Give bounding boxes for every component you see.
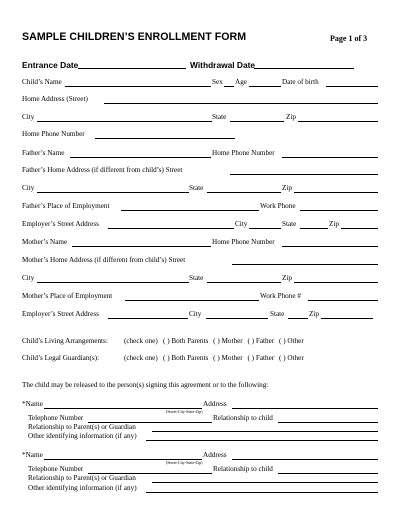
release1-rel-parent-label: Relationship to Parent(s) or Guardian xyxy=(28,423,136,431)
child-dob-field[interactable] xyxy=(326,86,378,87)
employer1-state-label: State xyxy=(282,220,297,228)
employer1-city-label: City xyxy=(235,220,248,228)
release1-other-field[interactable] xyxy=(146,440,378,441)
father-name-field[interactable] xyxy=(70,157,211,158)
father-zip-field[interactable] xyxy=(294,192,378,193)
mother-phone-label: Home Phone Number xyxy=(212,238,275,246)
father-city-label: City xyxy=(22,184,35,192)
guardian-option-father[interactable]: ( ) Father xyxy=(247,354,275,362)
employer1-state-field[interactable] xyxy=(300,228,328,229)
withdrawal-date-label: Withdrawal Date xyxy=(190,60,256,70)
child-name-label: Child’s Name xyxy=(22,78,62,86)
living-arrangements-label: Child’s Living Arrangements: xyxy=(22,337,108,345)
release1-relationship-label: Relationship to child xyxy=(213,414,273,422)
release2-relationship-label: Relationship to child xyxy=(213,465,273,473)
father-name-label: Father’s Name xyxy=(22,149,65,157)
employer2-city-label: City xyxy=(189,310,202,318)
living-options xyxy=(163,337,307,346)
release2-address-field[interactable] xyxy=(232,459,378,460)
child-sex-field[interactable] xyxy=(224,86,234,87)
mother-state-field[interactable] xyxy=(207,282,281,283)
employer2-street-label: Employer’s Street Address xyxy=(22,310,99,318)
employer2-city-field[interactable] xyxy=(206,318,268,319)
living-option-mother[interactable]: ( ) Mother xyxy=(213,337,243,345)
entrance-date-label: Entrance Date xyxy=(22,60,79,70)
mother-city-field[interactable] xyxy=(37,282,189,283)
release1-address-field[interactable] xyxy=(232,408,378,409)
release1-name-label: *Name xyxy=(22,400,43,408)
employer2-state-field[interactable] xyxy=(288,318,308,319)
release2-other-label: Other identifying information (if any) xyxy=(28,484,137,492)
mother-employment-label: Mother’s Place of Employment xyxy=(22,292,113,300)
release1-relationship-field[interactable] xyxy=(278,422,378,423)
guardian-option-other[interactable]: ( ) Other xyxy=(279,354,304,362)
release2-rel-parent-label: Relationship to Parent(s) or Guardian xyxy=(28,474,136,482)
employer2-zip-label: Zip xyxy=(309,310,319,318)
release2-name-label: *Name xyxy=(22,451,43,459)
release1-rel-parent-field[interactable] xyxy=(152,431,378,432)
release1-address-hint: (Street-City-State-Zip) xyxy=(166,409,203,414)
father-address-field[interactable] xyxy=(230,174,378,175)
mother-city-label: City xyxy=(22,274,35,282)
father-employment-label: Father’s Place of Employment xyxy=(22,202,110,210)
guardian-options xyxy=(163,354,307,363)
employer1-zip-label: Zip xyxy=(329,220,339,228)
father-state-label: State xyxy=(189,184,204,192)
guardian-check-one: (check one) xyxy=(124,354,158,362)
employer1-street-label: Employer’s Street Address xyxy=(22,220,99,228)
page-number: Page 1 of 3 xyxy=(330,34,368,43)
child-dob-label: Date of birth xyxy=(282,78,319,86)
release2-rel-parent-field[interactable] xyxy=(152,482,378,483)
child-address-field[interactable] xyxy=(104,103,378,104)
employer2-state-label: State xyxy=(270,310,285,318)
employer1-city-field[interactable] xyxy=(249,228,281,229)
release2-relationship-field[interactable] xyxy=(278,473,378,474)
release1-phone-label: Telephone Number xyxy=(28,414,84,422)
child-age-field[interactable] xyxy=(249,86,281,87)
child-city-field[interactable] xyxy=(37,121,212,122)
father-work-phone-label: Work Phone xyxy=(260,202,296,210)
father-city-field[interactable] xyxy=(37,192,189,193)
child-address-label: Home Address (Street) xyxy=(22,95,88,103)
release-statement: The child may be released to the person(s) signing this agreement or to the following: xyxy=(22,381,269,389)
release2-address-label: Address xyxy=(203,451,227,459)
father-phone-label: Home Phone Number xyxy=(212,149,275,157)
mother-name-field[interactable] xyxy=(72,246,211,247)
entrance-date-field[interactable] xyxy=(78,68,186,69)
release1-address-label: Address xyxy=(203,400,227,408)
child-state-field[interactable] xyxy=(230,121,284,122)
mother-phone-field[interactable] xyxy=(282,246,378,247)
form-title: SAMPLE CHILDREN’S ENROLLMENT FORM xyxy=(22,31,247,43)
mother-work-phone-label: Work Phone # xyxy=(260,292,301,300)
mother-employment-field[interactable] xyxy=(125,300,259,301)
father-state-field[interactable] xyxy=(207,192,281,193)
mother-zip-label: Zip xyxy=(282,274,292,282)
child-phone-field[interactable] xyxy=(95,138,235,139)
child-sex-label: Sex xyxy=(212,78,223,86)
employer1-street-field[interactable] xyxy=(108,228,234,229)
guardian-option-mother[interactable]: ( ) Mother xyxy=(213,354,243,362)
living-option-other[interactable]: ( ) Other xyxy=(279,337,304,345)
child-zip-label: Zip xyxy=(286,113,296,121)
child-state-label: State xyxy=(212,113,227,121)
release2-other-field[interactable] xyxy=(146,492,378,493)
child-age-label: Age xyxy=(235,78,247,86)
child-zip-field[interactable] xyxy=(298,121,378,122)
child-city-label: City xyxy=(22,113,35,121)
child-phone-label: Home Phone Number xyxy=(22,130,85,138)
mother-state-label: State xyxy=(189,274,204,282)
child-name-field[interactable] xyxy=(65,86,211,87)
employer2-zip-field[interactable] xyxy=(321,318,373,319)
father-address-label: Father’s Home Address (if different from child’s) Street xyxy=(22,166,183,174)
mother-address-label: Mother’s Home Address (if different from child’s) Street xyxy=(22,256,186,264)
mother-name-label: Mother’s Name xyxy=(22,238,68,246)
release1-other-label: Other identifying information (if any) xyxy=(28,432,137,440)
father-zip-label: Zip xyxy=(282,184,292,192)
release2-address-hint: (Street-City-State-Zip) xyxy=(166,460,203,465)
father-employment-field[interactable] xyxy=(121,210,259,211)
guardian-option-both[interactable]: ( ) Both Parents xyxy=(163,354,209,362)
mother-work-phone-field[interactable] xyxy=(308,300,378,301)
mother-address-field[interactable] xyxy=(232,264,378,265)
release2-phone-label: Telephone Number xyxy=(28,465,84,473)
mother-zip-field[interactable] xyxy=(294,282,378,283)
employer2-street-field[interactable] xyxy=(108,318,188,319)
withdrawal-date-field[interactable] xyxy=(254,68,354,69)
father-work-phone-field[interactable] xyxy=(300,210,378,211)
living-option-both[interactable]: ( ) Both Parents xyxy=(163,337,209,345)
legal-guardian-label: Child’s Legal Guardian(s): xyxy=(22,354,100,362)
employer1-zip-field[interactable] xyxy=(341,228,378,229)
father-phone-field[interactable] xyxy=(282,157,378,158)
living-option-father[interactable]: ( ) Father xyxy=(247,337,275,345)
living-check-one: (check one) xyxy=(124,337,158,345)
